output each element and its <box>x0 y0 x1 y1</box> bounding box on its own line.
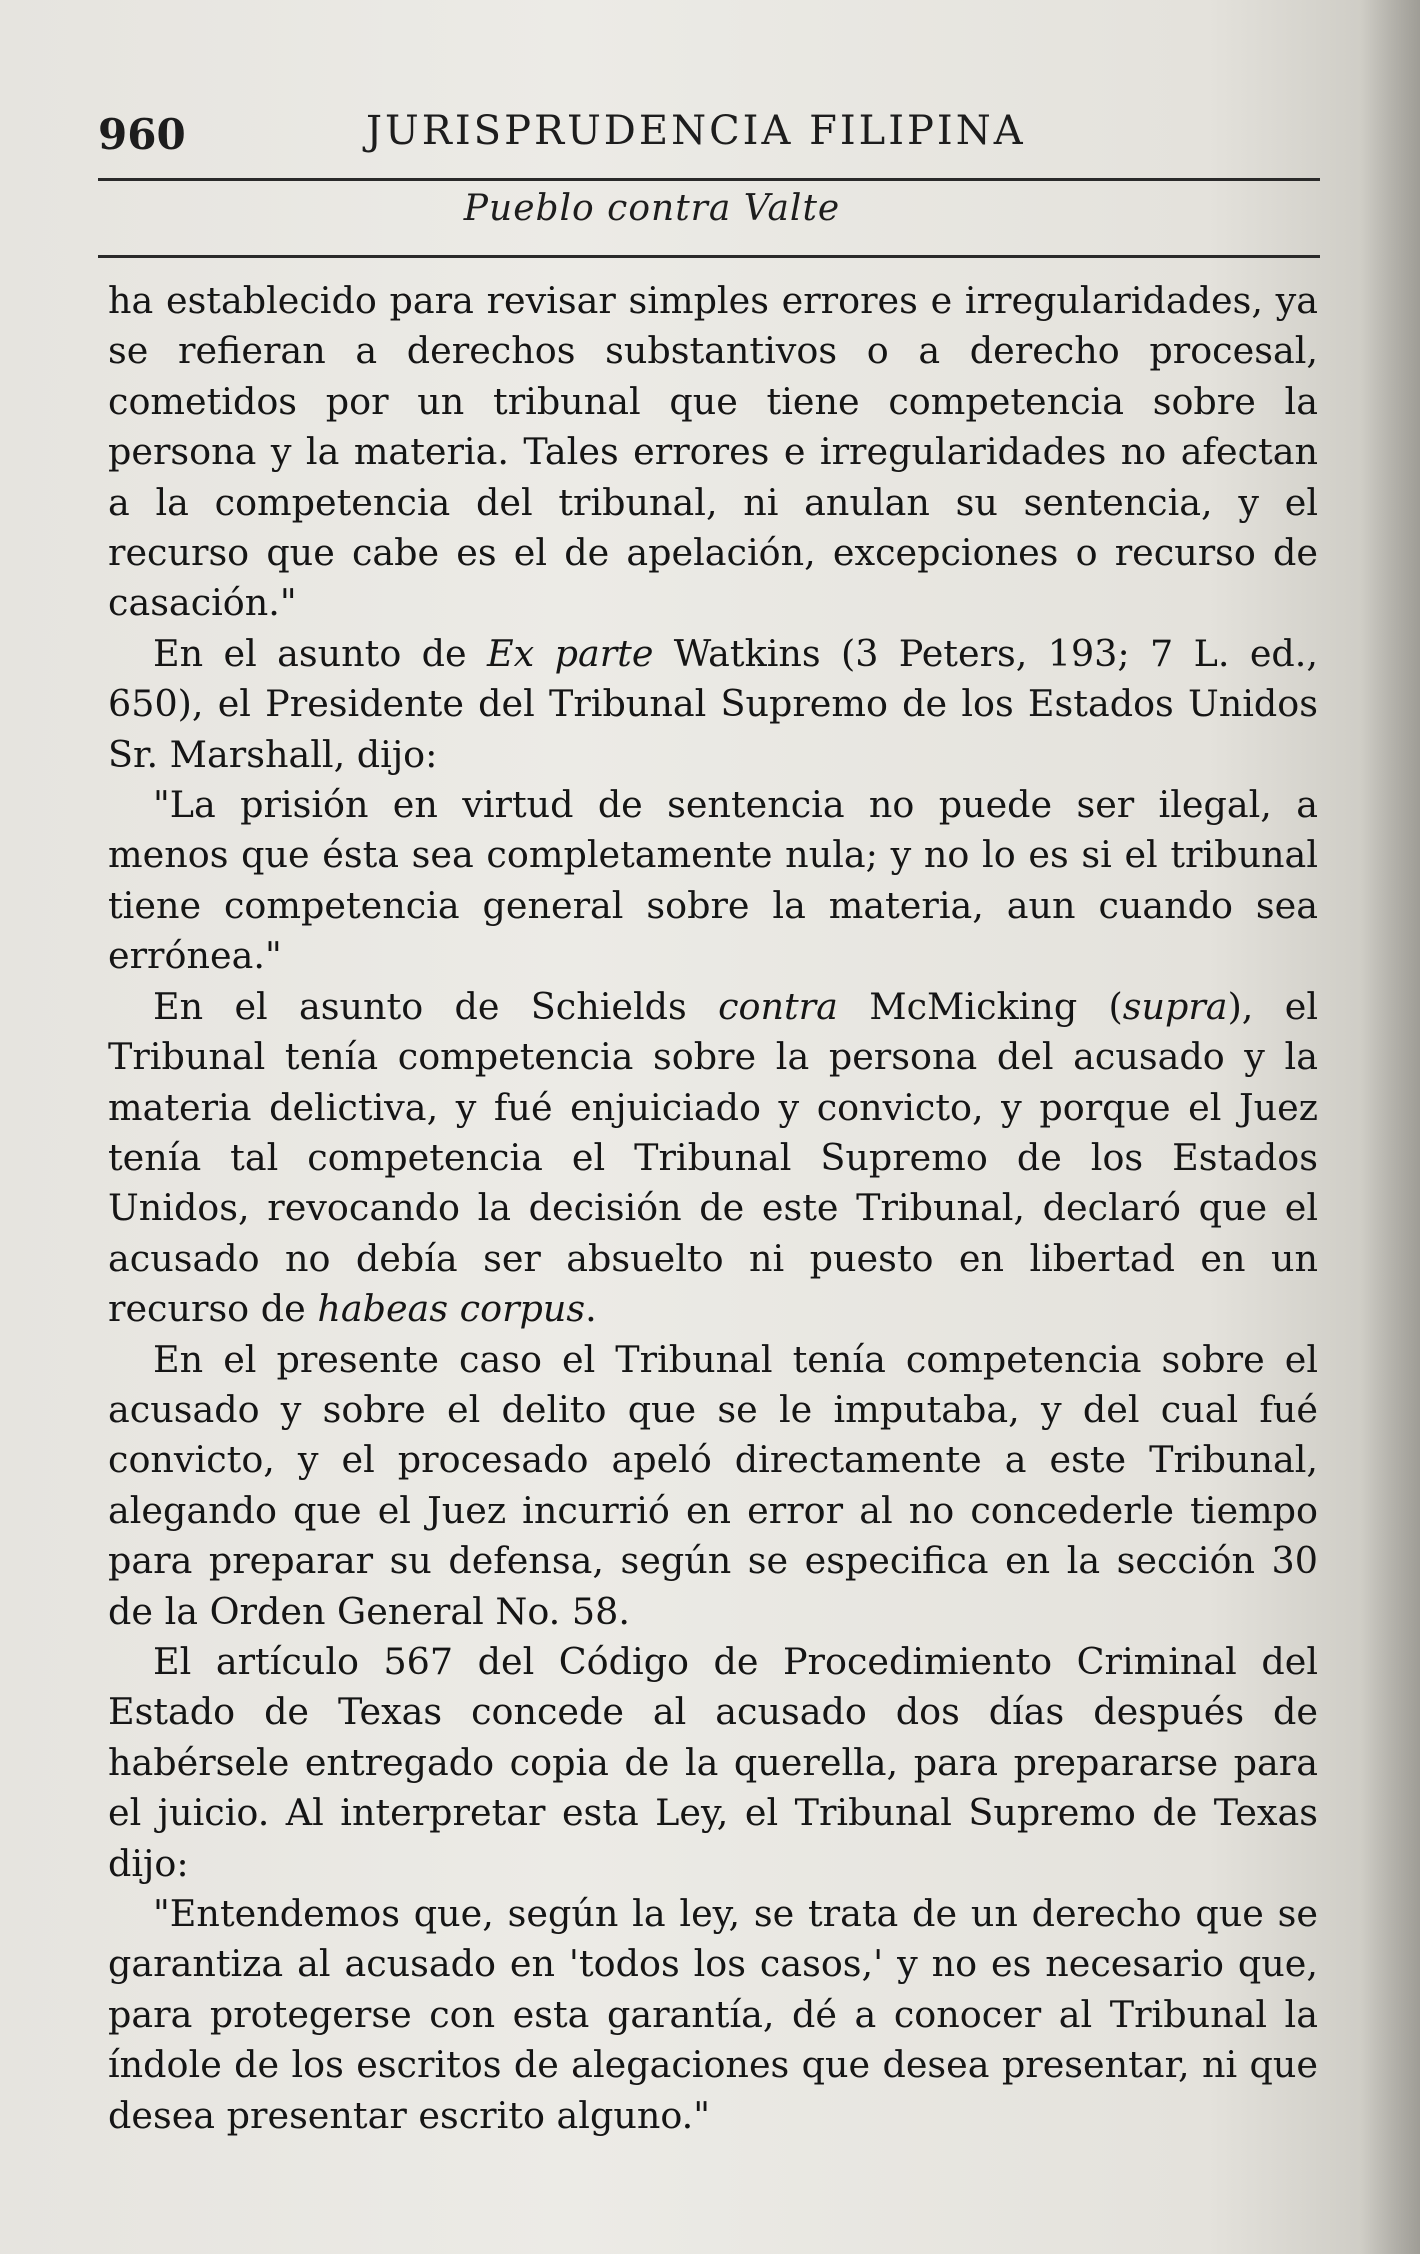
italic-run: contra <box>718 984 838 1028</box>
paragraph: El artículo 567 del Código de Procedimiento Criminal del Estado de Texas concede al acusado dos días después de habérsele entregado copia de la querella, para prepararse para el juicio. Al interpretar esta Ley, el Tribunal Supremo de Texas dijo: <box>108 1639 1318 1885</box>
text-run: ), el Tribunal tenía competencia sobre la persona del acusado y la materia delictiva, y fué enjuiciado y convicto, y porque el Juez tenía tal competencia el Tribunal Supremo de los Estados Unidos, revocando la decisión de este Tribunal, declaró que el acusado no debía ser absuelto ni puesto en libertad en un recurso de <box>108 984 1318 1331</box>
text-run: McMicking ( <box>837 984 1123 1028</box>
running-title: JURISPRUDENCIA FILIPINA <box>366 108 1026 154</box>
body-text <box>108 276 1318 2141</box>
paragraph <box>108 982 1318 1335</box>
italic-run: habeas corpus <box>317 1287 586 1331</box>
text-run: . <box>585 1287 597 1331</box>
text-run: Watkins (3 Peters, 193; 7 L. ed., 650), el Presidente del Tribunal Supremo de los Estados Unidos Sr. Marshall, dijo: <box>108 631 1318 776</box>
paragraph <box>108 629 1318 780</box>
paragraph: ha establecido para revisar simples errores e irregularidades, ya se refieran a derechos substantivos o a derecho procesal, cometidos por un tribunal que tiene competencia sobre la persona y la materia. Tales errores e irregularidades no afectan a la competencia del tribunal, ni anulan su sentencia, y el recurso que cabe es el de apelación, excepciones o recurso de casación." <box>108 279 1318 625</box>
italic-run: Ex parte <box>487 631 654 675</box>
case-title-text: Pueblo contra Valte <box>463 188 841 229</box>
paragraph: En el presente caso el Tribunal tenía competencia sobre el acusado y sobre el delito que se le imputaba, y del cual fué convicto, y el procesado apeló directamente a este Tribunal, alegando que el Juez incurrió en error al no concederle tiempo para preparar su defensa, según se especifica en la sección 30 de la Orden General No. 58. <box>108 1337 1318 1633</box>
paragraph: "La prisión en virtud de sentencia no puede ser ilegal, a menos que ésta sea completamente nula; y no lo es si el tribunal tiene competencia general sobre la materia, aun cuando sea errónea." <box>108 783 1318 978</box>
case-title <box>0 188 1420 229</box>
header-rule-top <box>98 178 1320 181</box>
paragraph: "Entendemos que, según la ley, se trata de un derecho que se garantiza al acusado en 'todos los casos,' y no es necesario que, para protegerse con esta garantía, dé a conocer al Tribunal la índole de los escritos de alegaciones que desea presentar, ni que desea presentar escrito alguno." <box>108 1892 1318 2137</box>
text-run: En el asunto de Schields <box>153 984 719 1028</box>
page-header <box>98 100 1318 180</box>
italic-run: supra <box>1122 984 1228 1028</box>
page-edge-shadow <box>1360 0 1420 2254</box>
page-number: 960 <box>98 110 186 159</box>
header-rule-bottom <box>98 255 1320 258</box>
text-run: En el asunto de <box>153 631 487 675</box>
